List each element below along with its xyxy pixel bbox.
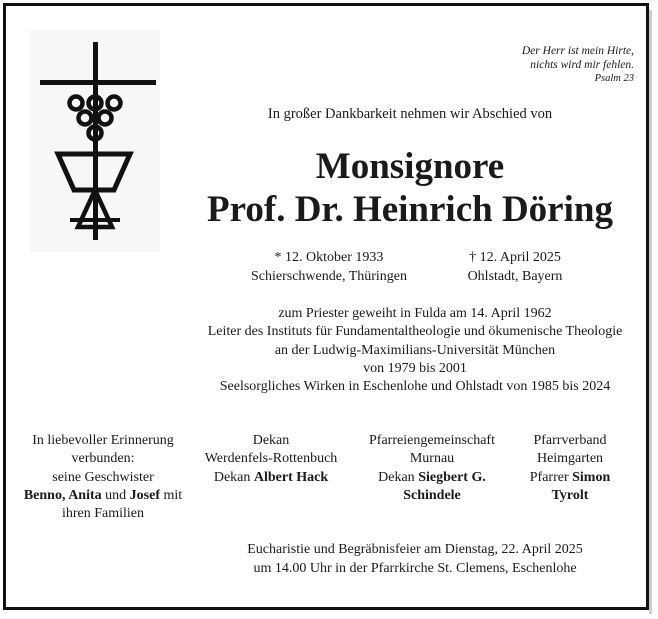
death-info <box>440 248 590 286</box>
association-line-2: Heimgarten <box>536 451 604 467</box>
parish-prefix: Dekan <box>378 469 419 485</box>
sibling-name: Josef <box>129 487 160 503</box>
association-name-1: Simon <box>572 469 611 485</box>
funeral-line-1: Eucharistie und Begräbnisfeier am Dienstag, 22. April 2025 <box>247 542 583 557</box>
psalm-reference: Psalm 23 <box>594 73 634 84</box>
association-line-1: Pfarrverband <box>533 433 607 448</box>
family-line-5: ihren Familien <box>61 506 145 522</box>
parish-mourners <box>352 432 512 505</box>
association-prefix: Pfarrer <box>529 469 573 485</box>
intro-text: In großer Dankbarkeit nehmen wir Abschied von <box>267 106 553 122</box>
parish-line-1: Pfarreiengemeinschaft <box>369 433 495 448</box>
cross-grapes-chalice-icon <box>30 30 160 252</box>
deanery-prefix: Dekan <box>213 469 254 485</box>
bio-line: zum Priester geweiht in Fulda am 14. April 1962 <box>278 306 552 321</box>
with-word: mit <box>159 487 183 503</box>
funeral-details <box>150 541 658 578</box>
birth-date: * 12. Oktober 1933 <box>274 250 384 265</box>
family-line-3: seine Geschwister <box>52 469 154 485</box>
bio-line: Leiter des Instituts für Fundamentaltheologie und ökumenische Theologie <box>207 324 623 340</box>
deceased-name: Prof. Dr. Heinrich Döring <box>207 189 613 230</box>
and-word: und <box>101 487 130 503</box>
parish-line-2: Murnau <box>409 451 455 467</box>
psalm-line-2: nichts wird mir fehlen. <box>530 59 634 71</box>
sibling-names: Benno, Anita <box>23 487 102 503</box>
bio-line: Seelsorgliches Wirken in Eschenlohe und Ohlstadt von 1985 bis 2024 <box>219 379 611 395</box>
parish-signatory <box>352 469 512 487</box>
psalm-quote <box>434 44 634 86</box>
bio-line: an der Ludwig-Maximilians-Universität München <box>274 342 556 358</box>
family-mourners <box>12 432 194 523</box>
bio-line: von 1979 bis 2001 <box>363 360 467 376</box>
deanery-name: Albert Hack <box>253 469 329 485</box>
family-line-1: In liebevoller Erinnerung <box>32 433 174 448</box>
association-name-2: Tyrolt <box>551 487 589 503</box>
biography <box>150 305 658 396</box>
family-siblings <box>12 487 194 505</box>
death-date: † 12. April 2025 <box>469 250 561 265</box>
association-signatory <box>508 469 632 487</box>
parish-name-2: Schindele <box>403 487 461 503</box>
funeral-line-2: um 14.00 Uhr in der Pfarrkirche St. Clemens, Eschenlohe <box>253 560 577 576</box>
deanery-mourners <box>196 432 346 487</box>
honorific-title: Monsignore <box>315 146 505 187</box>
deanery-line-1: Dekan <box>252 433 290 448</box>
psalm-line-1: Der Herr ist mein Hirte, <box>521 45 634 57</box>
birth-info <box>224 248 434 286</box>
death-place: Ohlstadt, Bayern <box>467 269 563 284</box>
parish-name-1: Siegbert G. <box>418 469 486 485</box>
birth-place: Schierschwende, Thüringen <box>250 269 408 284</box>
association-mourners <box>508 432 632 505</box>
deanery-line-2: Werdenfels-Rottenbuch <box>204 451 338 467</box>
deanery-signatory <box>196 469 346 487</box>
family-line-2: verbunden: <box>71 451 135 467</box>
